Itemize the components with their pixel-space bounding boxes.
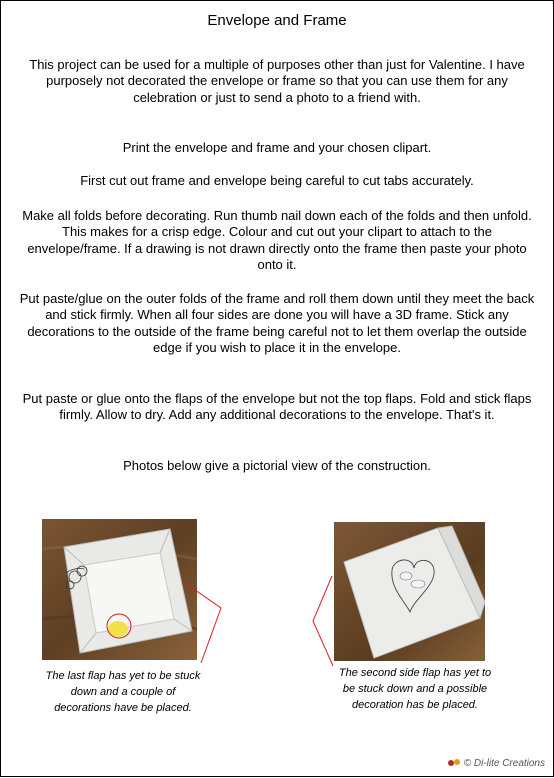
footer-credit — [447, 757, 545, 770]
cut-paragraph: First cut out frame and envelope being careful to cut tabs accurately. — [80, 173, 474, 188]
envelope-photo-caption: The second side flap has yet to be stuck down and a possible decoration has be placed. — [338, 667, 492, 711]
frame-paragraph: Put paste/glue on the outer folds of the frame and roll them down until they meet the back and stick firmly. When all four sides are done you will have a 3D frame. Stick any decorations to the outside of the frame being careful not to let them overlap the outside edge if you wish to place it in the envelope. — [19, 291, 535, 355]
frame-photo — [42, 519, 197, 660]
page-title: Envelope and Frame — [207, 12, 347, 29]
fold-paragraph: Make all folds before decorating. Run thumb nail down each of the folds and then unfold. This makes for a crisp edge. Colour and cut out your clipart to attach to the envelope/frame. If a drawing is not drawn directly onto the frame then paste your photo onto it. — [22, 208, 532, 272]
envelope-paragraph: Put paste or glue onto the flaps of the envelope but not the top flaps. Fold and stick flaps firmly. Allow to dry. Add any additional decorations to the envelope. That's it. — [22, 391, 532, 423]
brand-logo-icon — [447, 757, 461, 770]
pointer-lines — [1, 1, 554, 778]
photos-intro-paragraph: Photos below give a pictorial view of the construction. — [123, 458, 431, 473]
frame-photo-image — [42, 519, 197, 660]
intro-paragraph: This project can be used for a multiple of purposes other than just for Valentine. I have purposely not decorated the envelope or frame so that you can use them for any celebration or just to send a photo to a friend with. — [29, 57, 525, 105]
print-paragraph: Print the envelope and frame and your chosen clipart. — [122, 140, 432, 155]
frame-photo-caption: The last flap has yet to be stuck down and a couple of decorations have be placed. — [45, 670, 201, 714]
footer-text: © Di-lite Creations — [463, 758, 545, 770]
envelope-photo — [334, 522, 485, 661]
envelope-photo-image — [334, 522, 485, 661]
